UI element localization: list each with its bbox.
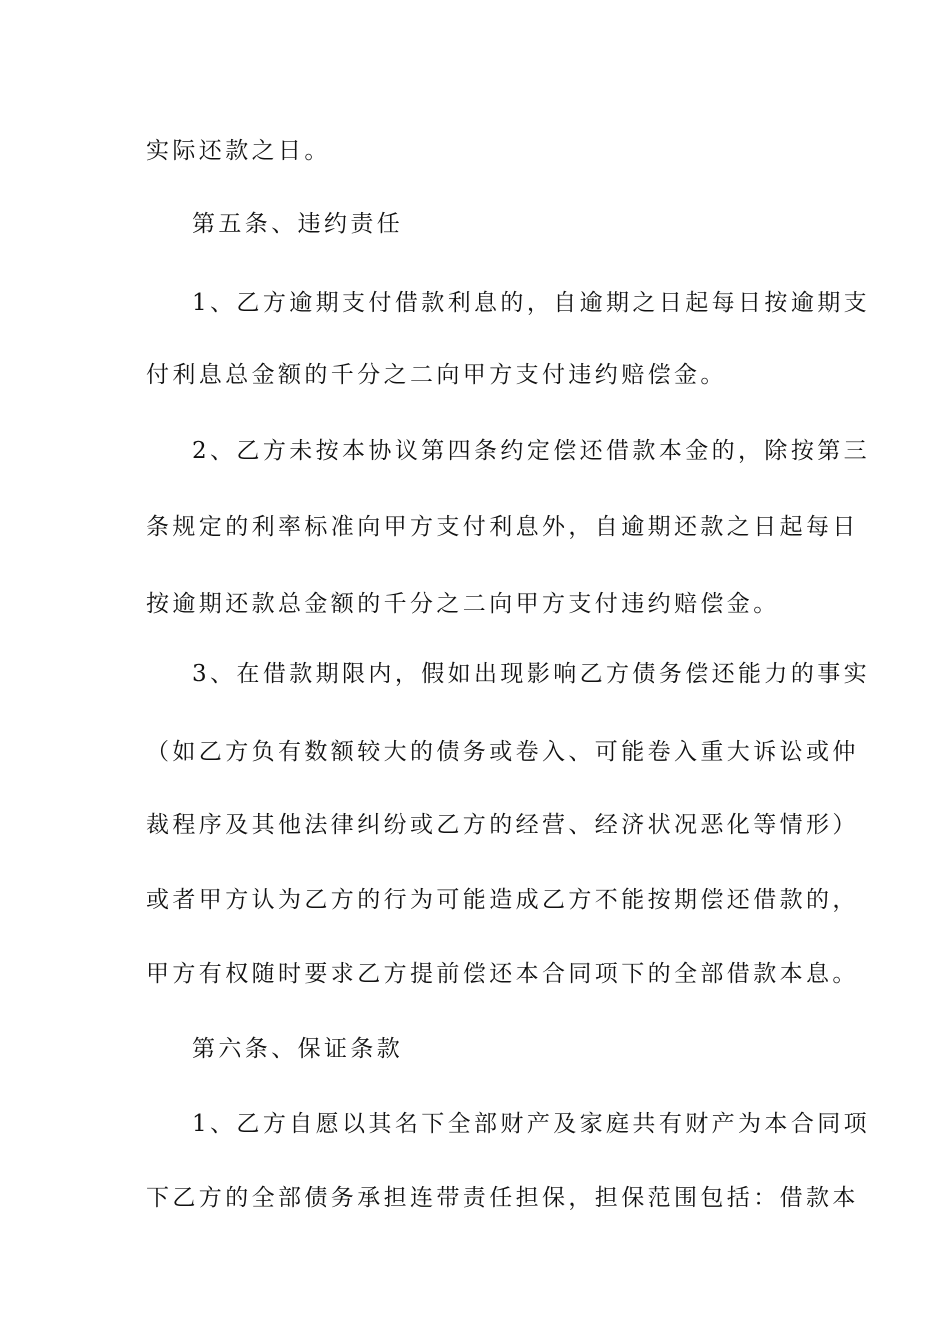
text-line: 3、在借款期限内，假如出现影响乙方债务偿还能力的事实	[192, 661, 871, 687]
text-line: 按逾期还款总金额的千分之二向甲方支付违约赔偿金。	[146, 591, 780, 617]
text-line: 或者甲方认为乙方的行为可能造成乙方不能按期偿还借款的，	[146, 887, 859, 913]
text-line: 条规定的利率标准向甲方支付利息外，自逾期还款之日起每日	[146, 514, 859, 540]
text-line: 甲方有权随时要求乙方提前偿还本合同项下的全部借款本息。	[146, 961, 859, 987]
section-heading-article-6: 第六条、保证条款	[192, 1036, 404, 1062]
text-line: 1、乙方自愿以其名下全部财产及家庭共有财产为本合同项	[192, 1111, 871, 1137]
text-line: 实际还款之日。	[146, 138, 331, 164]
text-line: 裁程序及其他法律纠纷或乙方的经营、经济状况恶化等情形）	[146, 812, 859, 838]
text-line: 付利息总金额的千分之二向甲方支付违约赔偿金。	[146, 362, 727, 388]
text-line: 2、乙方未按本协议第四条约定偿还借款本金的，除按第三	[192, 438, 871, 464]
text-line: （如乙方负有数额较大的债务或卷入、可能卷入重大诉讼或仲	[146, 739, 859, 765]
text-line: 1、乙方逾期支付借款利息的，自逾期之日起每日按逾期支	[192, 290, 871, 316]
section-heading-article-5: 第五条、违约责任	[192, 211, 404, 237]
text-line: 下乙方的全部债务承担连带责任担保，担保范围包括：借款本	[146, 1185, 859, 1211]
